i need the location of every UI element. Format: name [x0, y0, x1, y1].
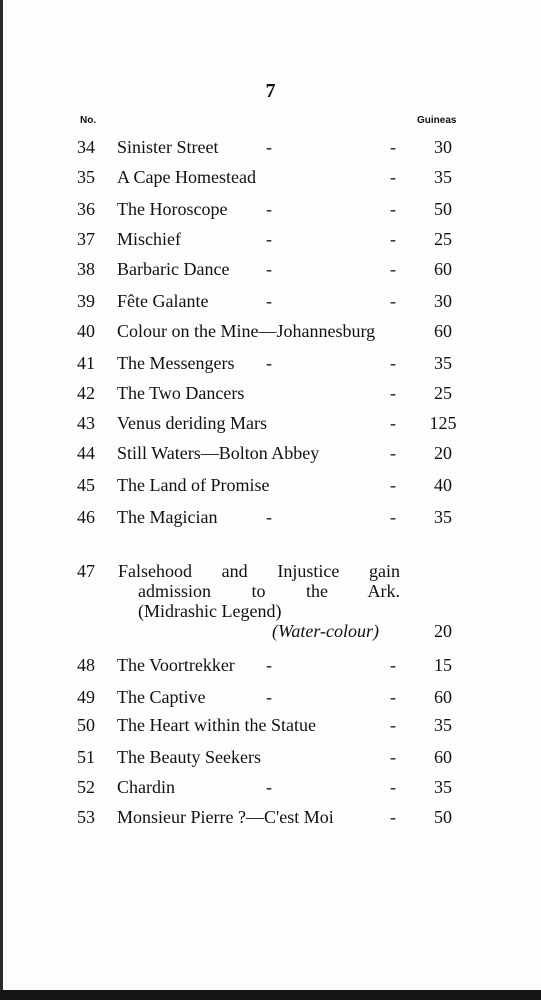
- entry-price: 25: [434, 383, 452, 403]
- entry-title-line-3: (Midrashic Legend): [138, 601, 282, 621]
- entry-price: 60: [434, 321, 452, 341]
- leader-dash: -: [390, 167, 396, 187]
- entry-title-line-1: Falsehood and Injustice gain: [118, 561, 400, 581]
- entry-price: 25: [434, 229, 452, 249]
- entry-title: A Cape Homestead: [117, 167, 256, 187]
- leader-dash: -: [390, 443, 396, 463]
- leader-dash: -: [390, 413, 396, 433]
- leader-dash: -: [390, 383, 396, 403]
- entry-price: 20: [434, 443, 452, 463]
- leader-dash: -: [390, 655, 396, 675]
- entry-number: 43: [77, 413, 95, 433]
- leader-dash: -: [390, 507, 396, 527]
- leader-dash: -: [266, 291, 272, 311]
- leader-dash: -: [390, 229, 396, 249]
- guineas-column-header: Guineas: [417, 115, 457, 126]
- catalogue-entry: [0, 744, 541, 770]
- entry-price: 35: [434, 507, 452, 527]
- catalogue-entry: [0, 684, 541, 710]
- entry-number: 35: [77, 167, 95, 187]
- leader-dash: -: [266, 687, 272, 707]
- catalogue-entry: [0, 226, 541, 252]
- catalogue-entry: [0, 472, 541, 498]
- leader-dash: -: [266, 229, 272, 249]
- leader-dash: -: [266, 259, 272, 279]
- entry-number: 50: [77, 715, 95, 735]
- entry-price: 50: [434, 807, 452, 827]
- entry-number: 34: [77, 137, 95, 157]
- catalogue-entry: [0, 380, 541, 406]
- catalogue-entry: [0, 288, 541, 314]
- leader-dash: -: [266, 199, 272, 219]
- catalogue-entry: [0, 134, 541, 160]
- entry-number: 36: [77, 199, 95, 219]
- entry-title: The Land of Promise: [117, 475, 270, 495]
- leader-dash: -: [266, 777, 272, 797]
- entry-number: 41: [77, 353, 95, 373]
- leader-dash: -: [390, 291, 396, 311]
- entry-number: 42: [77, 383, 95, 403]
- entry-title: Monsieur Pierre ?—C'est Moi: [117, 807, 334, 827]
- entry-title: Still Waters—Bolton Abbey: [117, 443, 320, 463]
- entry-price: 35: [434, 353, 452, 373]
- leader-dash: -: [266, 353, 272, 373]
- leader-dash: -: [266, 507, 272, 527]
- catalogue-entry: [0, 440, 541, 466]
- entry-number: 51: [77, 747, 95, 767]
- catalogue-entry: [0, 712, 541, 738]
- catalogue-entry-47: [0, 558, 541, 658]
- entry-title: Colour on the Mine—Johannesburg: [117, 321, 376, 341]
- entry-title: Venus deriding Mars: [117, 413, 267, 433]
- leader-dash: -: [390, 199, 396, 219]
- leader-dash: -: [390, 475, 396, 495]
- page-number: 7: [265, 80, 276, 102]
- entry-price: 40: [434, 475, 452, 495]
- entry-price: 30: [434, 291, 452, 311]
- entry-price: 30: [434, 137, 452, 157]
- leader-dash: -: [390, 715, 396, 735]
- entry-title: The Magician: [117, 507, 218, 527]
- entry-title: The Voortrekker: [117, 655, 235, 675]
- entry-medium-note: (Water-colour): [272, 621, 379, 641]
- leader-dash: -: [390, 807, 396, 827]
- entry-title: Barbaric Dance: [117, 259, 230, 279]
- catalogue-entry: [0, 774, 541, 800]
- entry-number: 45: [77, 475, 95, 495]
- entry-price: 60: [434, 259, 452, 279]
- number-column-header: No.: [80, 115, 97, 126]
- entry-number: 44: [77, 443, 95, 463]
- leader-dash: -: [390, 747, 396, 767]
- entry-title: Mischief: [117, 229, 181, 249]
- entry-price: 35: [434, 715, 452, 735]
- entry-title: The Beauty Seekers: [117, 747, 261, 767]
- page-bottom-edge: [0, 990, 541, 1000]
- catalogue-entry: [0, 410, 541, 436]
- leader-dash: -: [390, 687, 396, 707]
- entry-number: 47: [77, 561, 95, 581]
- entry-price: 60: [434, 747, 452, 767]
- entry-price: 60: [434, 687, 452, 707]
- entry-number: 40: [77, 321, 95, 341]
- entry-price: 20: [434, 621, 452, 641]
- entry-number: 49: [77, 687, 95, 707]
- entry-title: The Horoscope: [117, 199, 228, 219]
- catalogue-entry: [0, 196, 541, 222]
- catalogue-entry: [0, 504, 541, 530]
- entry-title: Fête Galante: [117, 291, 209, 311]
- entry-number: 39: [77, 291, 95, 311]
- leader-dash: -: [390, 137, 396, 157]
- entry-title: Sinister Street: [117, 137, 219, 157]
- entry-price: 35: [434, 167, 452, 187]
- catalogue-entry: [0, 804, 541, 830]
- catalogue-entry: [0, 256, 541, 282]
- entry-number: 37: [77, 229, 95, 249]
- leader-dash: -: [390, 777, 396, 797]
- entry-price: 15: [434, 655, 452, 675]
- catalogue-entry: [0, 164, 541, 190]
- entry-number: 52: [77, 777, 95, 797]
- entry-number: 48: [77, 655, 95, 675]
- leader-dash: -: [266, 137, 272, 157]
- entry-number: 38: [77, 259, 95, 279]
- leader-dash: -: [266, 655, 272, 675]
- entry-title: Chardin: [117, 777, 175, 797]
- leader-dash: -: [390, 259, 396, 279]
- entry-title: The Heart within the Statue: [117, 715, 316, 735]
- entry-title: The Messengers: [117, 353, 235, 373]
- entry-number: 46: [77, 507, 95, 527]
- entry-price: 50: [434, 199, 452, 219]
- catalogue-entry: [0, 318, 541, 344]
- entry-price: 35: [434, 777, 452, 797]
- entry-number: 53: [77, 807, 95, 827]
- entry-title-line-2: admission to the Ark.: [138, 581, 400, 601]
- entry-title: The Two Dancers: [117, 383, 245, 403]
- catalogue-entry: [0, 350, 541, 376]
- entry-title: The Captive: [117, 687, 206, 707]
- entry-price: 125: [429, 413, 457, 433]
- leader-dash: -: [390, 353, 396, 373]
